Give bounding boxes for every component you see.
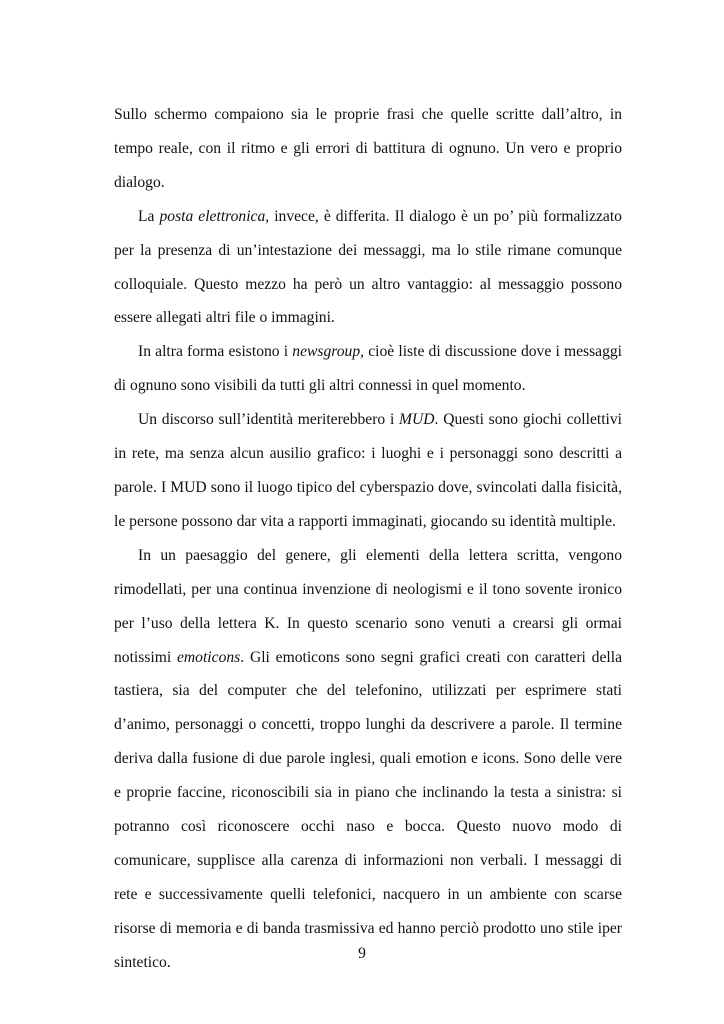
paragraph-5-text-b: . Gli emoticons sono segni grafici creati con caratteri della tastiera, sia del computer che del telefonino, utilizzati per esprimere stati d’animo, personaggi o concetti, troppo lunghi da descrivere a parole. Il termine deriva dalla fusione di due parole inglesi, quali emotion e icons. Sono delle vere e proprie faccine, riconoscibili sia in piano che inclinando la testa a sinistra: si potranno così riconoscere occhi naso e bocca. Questo nuovo modo di comunicare, supplisce alla carenza di informazioni non verbali. I messaggi di rete e successivamente quelli telefonici, nacquero in un ambiente con scarse risorse di memoria e di banda trasmissiva ed hanno perciò prodotto uno stile iper sintetico. [114, 648, 622, 971]
paragraph-3-term-newsgroup: newsgroup [292, 343, 361, 361]
paragraph-1 [114, 98, 622, 200]
paragraph-4-text-a: Un discorso sull’identità meriterebbero i [138, 411, 400, 429]
paragraph-2-term-posta-elettronica: posta elettronica [159, 207, 266, 225]
paragraph-4 [114, 403, 622, 539]
paragraph-2-text-a: La [138, 207, 160, 225]
paragraph-4-text-b: . Questi sono giochi collettivi in rete, ma senza alcun ausilio grafico: i luoghi e i personaggi sono descritti a parole. I MUD sono il luogo tipico del cyberspazio dove, svincolati dalla fisicità, le persone possono dar vita a rapporti immaginati, giocando su identità multiple. [114, 411, 623, 530]
page-number: 9 [358, 945, 366, 962]
paragraph-5-term-emoticons: emoticons [177, 648, 241, 666]
paragraph-3-text-b: , cioè liste di discussione dove i messaggi di ognuno sono visibili da tutti gli altri connessi in quel momento. [114, 343, 622, 395]
paragraph-2-text-b: , invece, è differita. Il dialogo è un po’ più formalizzato per la presenza di un’intestazione dei messaggi, ma lo stile rimane comunque colloquiale. Questo mezzo ha però un altro vantaggio: al messaggio possono essere allegati altri file o immagini. [114, 207, 622, 327]
paragraph-5-text-a: In un paesaggio del genere, gli elementi della lettera scritta, vengono rimodellati, per una continua invenzione di neologismi e il tono sovente ironico per l’uso della lettera K. In questo scenario sono venuti a crearsi gli ormai notissimi [114, 546, 622, 666]
paragraph-4-term-mud: MUD [399, 411, 435, 429]
paragraph-2 [114, 200, 622, 336]
paragraph-3 [114, 335, 622, 403]
body-text [114, 98, 622, 980]
paragraph-1-text: Sullo schermo compaiono sia le proprie frasi che quelle scritte dall’altro, in tempo reale, con il ritmo e gli errori di battitura di ognuno. Un vero e proprio dialogo. [114, 106, 622, 191]
paragraph-5 [114, 539, 622, 980]
paragraph-3-text-a: In altra forma esistono i [138, 343, 293, 361]
